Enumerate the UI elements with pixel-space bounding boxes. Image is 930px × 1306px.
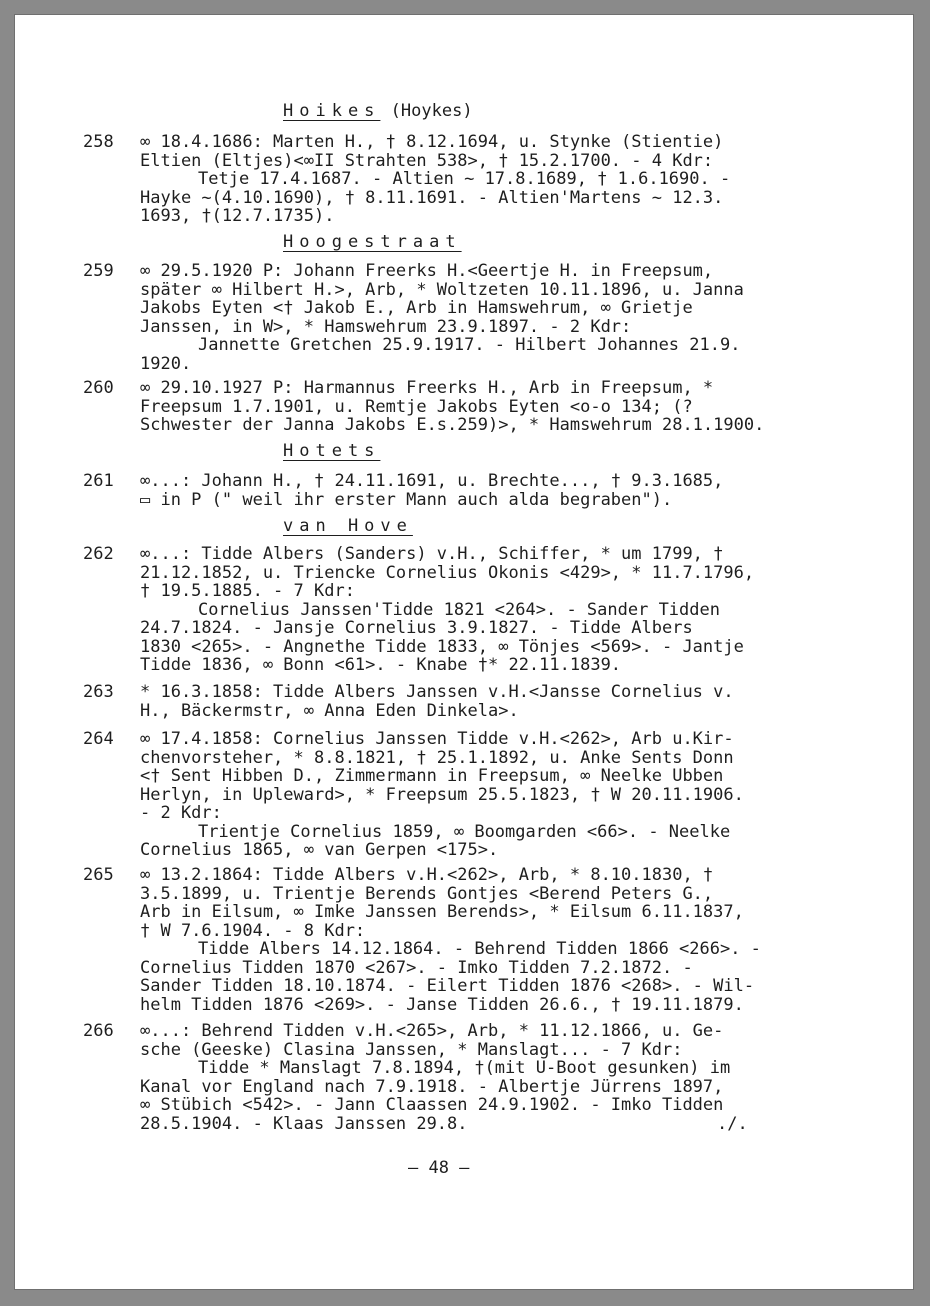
entry-line: 24.7.1824. - Jansje Cornelius 3.9.1827. - Tidde Albers: [140, 618, 693, 638]
entry-line: 1920.: [140, 354, 192, 374]
entry-line: ∞ Stübich <542>. - Jann Claassen 24.9.1902. - Imko Tidden: [140, 1095, 724, 1115]
surname-variant: (Hoykes): [390, 101, 473, 121]
entry-line: Cornelius 1865, ∞ van Gerpen <175>.: [140, 840, 499, 860]
section-heading-hoogestraat: [283, 233, 462, 252]
page-number: – 48 –: [408, 1158, 470, 1178]
entry-line: ∞...: Tidde Albers (Sanders) v.H., Schiffer, * um 1799, †: [140, 544, 724, 564]
entry-line: ∞ 29.10.1927 P: Harmannus Freerks H., Arb in Freepsum, *: [140, 378, 714, 398]
entry-number: 259: [83, 261, 114, 281]
entry-line: Jannette Gretchen 25.9.1917. - Hilbert Johannes 21.9.: [198, 335, 741, 355]
entry-line: sche (Geeske) Clasina Janssen, * Manslagt... - 7 Kdr:: [140, 1040, 683, 1060]
document-content: [15, 15, 913, 1289]
entry-number: 263: [83, 682, 114, 702]
entry-line: Cornelius Janssen'Tidde 1821 <264>. - Sander Tidden: [198, 600, 720, 620]
entry-line: Herlyn, in Upleward>, * Freepsum 25.5.1823, † W 20.11.1906.: [140, 785, 744, 805]
entry-line: Sander Tidden 18.10.1874. - Eilert Tidden 1876 <268>. - Wil-: [140, 976, 755, 996]
surname-heading: van Hove: [283, 516, 413, 536]
entry-line: ∞...: Johann H., † 24.11.1691, u. Brechte..., † 9.3.1685,: [140, 471, 724, 491]
entry-line: Tetje 17.4.1687. - Altien ~ 17.8.1689, † 1.6.1690. -: [198, 169, 731, 189]
entry-line: Arb in Eilsum, ∞ Imke Janssen Berends>, * Eilsum 6.11.1837,: [140, 902, 744, 922]
entry-line: ∞...: Behrend Tidden v.H.<265>, Arb, * 11.12.1866, u. Ge-: [140, 1021, 724, 1041]
entry-line: Eltien (Eltjes)<∞II Strahten 538>, † 15.2.1700. - 4 Kdr:: [140, 151, 714, 171]
surname-heading: Hoogestraat: [283, 232, 462, 252]
entry-line: ∞ 17.4.1858: Cornelius Janssen Tidde v.H.<262>, Arb u.Kir-: [140, 729, 734, 749]
entry-line: Hayke ~(4.10.1690), † 8.11.1691. - Altien'Martens ~ 12.3.: [140, 188, 724, 208]
entry-line: chenvorsteher, * 8.8.1821, † 25.1.1892, u. Anke Sents Donn: [140, 748, 734, 768]
entry-number: 264: [83, 729, 114, 749]
entry-line: 1830 <265>. - Angnethe Tidde 1833, ∞ Tönjes <569>. - Jantje: [140, 637, 744, 657]
entry-line: ∞ 29.5.1920 P: Johann Freerks H.<Geertje H. in Freepsum,: [140, 261, 714, 281]
entry-line: Kanal vor England nach 7.9.1918. - Albertje Jürrens 1897,: [140, 1077, 724, 1097]
entry-number: 261: [83, 471, 114, 491]
entry-line: helm Tidden 1876 <269>. - Janse Tidden 26.6., † 19.11.1879.: [140, 995, 744, 1015]
section-heading-van-hove: [283, 517, 413, 536]
entry-line: <† Sent Hibben D., Zimmermann in Freepsum, ∞ Neelke Ubben: [140, 766, 724, 786]
entry-line: Cornelius Tidden 1870 <267>. - Imko Tidden 7.2.1872. -: [140, 958, 693, 978]
entry-line: † 19.5.1885. - 7 Kdr:: [140, 581, 355, 601]
continuation-mark: ./.: [717, 1114, 748, 1134]
entry-line: - 2 Kdr:: [140, 803, 222, 823]
entry-line: Trientje Cornelius 1859, ∞ Boomgarden <66>. - Neelke: [198, 822, 731, 842]
entry-line: später ∞ Hilbert H.>, Arb, * Woltzeten 10.11.1896, u. Janna: [140, 280, 744, 300]
entry-line: Schwester der Janna Jakobs E.s.259)>, * Hamswehrum 28.1.1900.: [140, 415, 765, 435]
entry-line: Jakobs Eyten <† Jakob E., Arb in Hamswehrum, ∞ Grietje: [140, 298, 693, 318]
entry-line: Freepsum 1.7.1901, u. Remtje Jakobs Eyten <o-o 134; (?: [140, 397, 693, 417]
entry-line: Tidde Albers 14.12.1864. - Behrend Tidden 1866 <266>. -: [198, 939, 761, 959]
entry-line: 28.5.1904. - Klaas Janssen 29.8.: [140, 1114, 468, 1134]
entry-line: * 16.3.1858: Tidde Albers Janssen v.H.<Jansse Cornelius v.: [140, 682, 734, 702]
surname-heading: Hotets: [283, 441, 381, 461]
entry-line: ▭ in P (" weil ihr erster Mann auch alda begraben").: [140, 490, 673, 510]
section-heading-hotets: [283, 442, 380, 461]
entry-line: Janssen, in W>, * Hamswehrum 23.9.1897. - 2 Kdr:: [140, 317, 632, 337]
entry-line: 1693, †(12.7.1735).: [140, 206, 335, 226]
entry-line: 3.5.1899, u. Trientje Berends Gontjes <Berend Peters G.,: [140, 884, 714, 904]
surname-heading: Hoikes: [283, 101, 381, 121]
section-heading-hoikes: [283, 102, 473, 121]
entry-line: † W 7.6.1904. - 8 Kdr:: [140, 921, 366, 941]
entry-line: ∞ 13.2.1864: Tidde Albers v.H.<262>, Arb, * 8.10.1830, †: [140, 865, 714, 885]
entry-line: Tidde * Manslagt 7.8.1894, †(mit U-Boot gesunken) im: [198, 1058, 731, 1078]
document-page: [15, 15, 913, 1289]
entry-line: Tidde 1836, ∞ Bonn <61>. - Knabe †* 22.11.1839.: [140, 655, 622, 675]
entry-number: 262: [83, 544, 114, 564]
entry-number: 265: [83, 865, 114, 885]
entry-number: 266: [83, 1021, 114, 1041]
entry-line: ∞ 18.4.1686: Marten H., † 8.12.1694, u. Stynke (Stientie): [140, 132, 724, 152]
entry-line: H., Bäckermstr, ∞ Anna Eden Dinkela>.: [140, 701, 519, 721]
entry-number: 258: [83, 132, 114, 152]
entry-number: 260: [83, 378, 114, 398]
entry-line: 21.12.1852, u. Triencke Cornelius Okonis <429>, * 11.7.1796,: [140, 563, 755, 583]
